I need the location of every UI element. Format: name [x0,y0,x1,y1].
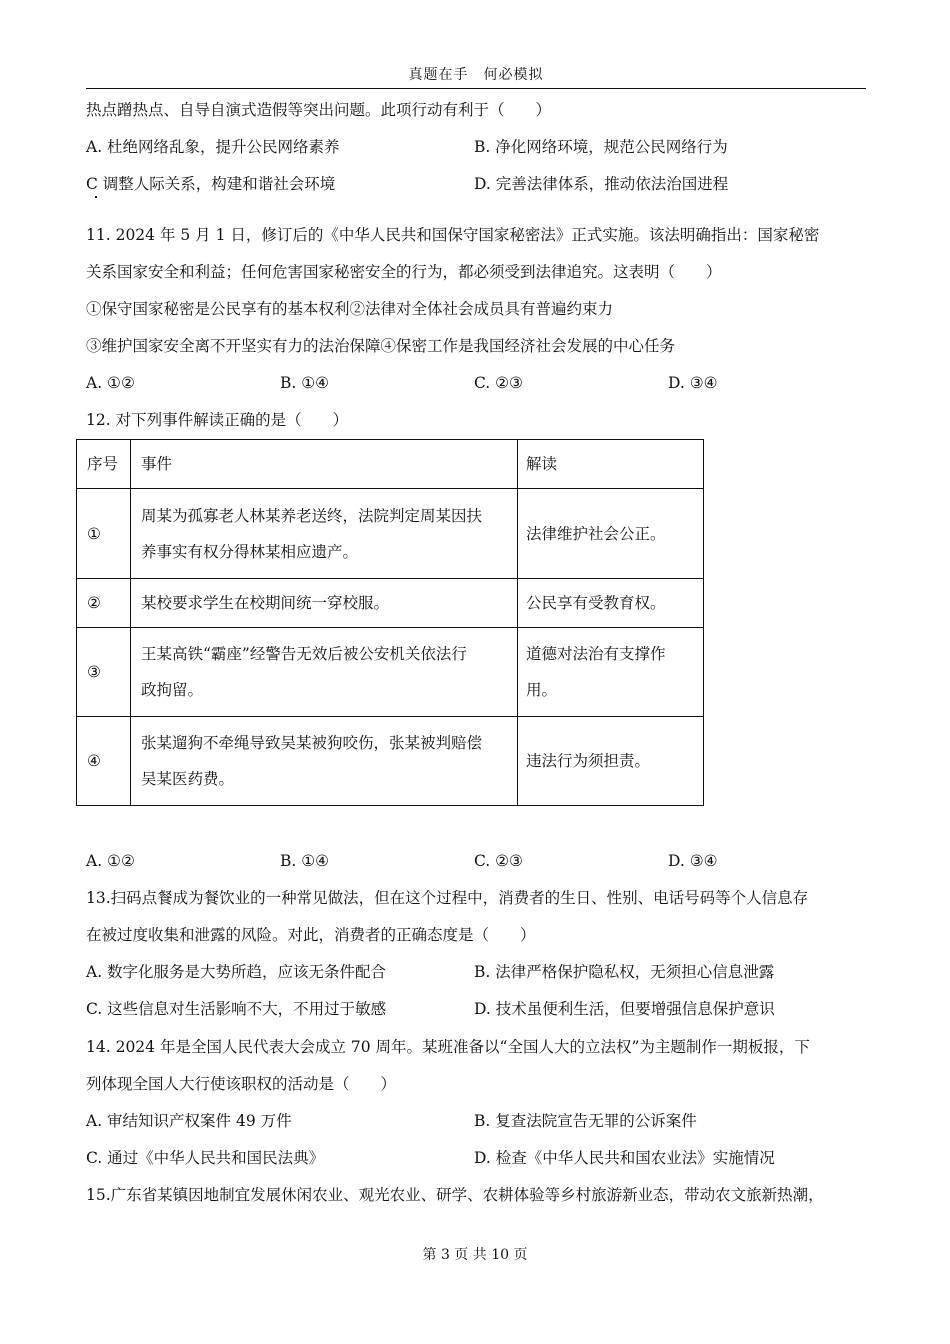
events-table [76,439,704,806]
q14-stem-line1: 14. 2024 年是全国人民代表大会成立 70 周年。某班准备以“全国人大的立法权”为主题制作一期板报，下 [86,1038,810,1056]
page-header: 真题在手 何必模拟 [408,67,544,83]
table-header-row [77,440,704,489]
q11-option-c: C. ②③ [474,374,523,392]
header-cell-number: 序号 [77,440,131,489]
row-event [131,717,518,806]
q11-statements-1: ①保守国家秘密是公民享有的基本权利②法律对全体社会成员具有普遍约束力 [86,300,614,318]
q10-option-c: C 调整人际关系，构建和谐社会环境 [86,175,336,193]
q13-stem-line2: 在被过度收集和泄露的风险。对此，消费者的正确态度是（ ） [86,926,536,944]
q10-stem-tail: 热点蹭热点、自导自演式造假等突出问题。此项行动有利于（ ） [86,101,552,119]
q12-option-d: D. ③④ [668,852,718,870]
q12-option-a: A. ①② [86,852,135,870]
row-number: ③ [77,628,131,717]
q14-option-d: D. 检查《中华人民共和国农业法》实施情况 [474,1149,775,1167]
q13-stem-line1: 13.扫码点餐成为餐饮业的一种常见做法，但在这个过程中，消费者的生日、性别、电话号码等个人信息存 [86,889,809,907]
row-event-line: 吴某医药费。 [141,770,235,788]
row-reading: 道德对法治有支撑作用。 [518,628,704,717]
q11-stem-line2: 关系国家安全和利益；任何危害国家秘密安全的行为，都必须受到法律追究。这表明（ ） [86,263,722,281]
row-event [131,628,518,717]
header-cell-event: 事件 [131,440,518,489]
row-event [131,489,518,579]
page-footer: 第 3 页 共 10 页 [422,1247,528,1263]
row-event-line: 王某高铁“霸座”经警告无效后被公安机关依法行 [141,645,467,663]
row-event-line: 某校要求学生在校期间统一穿校服。 [141,594,390,612]
table-row [77,628,704,717]
q11-statements-2: ③维护国家安全离不开坚实有力的法治保障④保密工作是我国经济社会发展的中心任务 [86,337,676,355]
row-event-line: 周某为孤寡老人林某养老送终，法院判定周某因扶 [141,506,483,525]
q15-stem-line1: 15.广东省某镇因地制宜发展休闲农业、观光农业、研学、农耕体验等乡村旅游新业态，带动农文旅新热潮， [86,1186,824,1204]
table-row [77,717,704,806]
header-rule [86,88,866,89]
q14-option-c: C. 通过《中华人民共和国民法典》 [86,1149,325,1167]
row-reading: 违法行为须担责。 [518,717,704,806]
q13-option-d: D. 技术虽便利生活，但要增强信息保护意识 [474,1000,775,1018]
q13-option-a: A. 数字化服务是大势所趋，应该无条件配合 [86,963,387,981]
q11-option-b: B. ①④ [280,374,330,392]
table-row [77,489,704,579]
row-number: ② [77,579,131,628]
row-event-line: 养事实有权分得林某相应遗产。 [141,542,359,561]
row-event-line: 张某遛狗不牵绳导致吴某被狗咬伤，张某被判赔偿 [141,734,483,752]
table-row [77,579,704,628]
q14-option-b: B. 复查法院宣告无罪的公诉案件 [474,1112,697,1130]
row-number: ① [77,489,131,579]
row-reading: 法律维护社会公正。 [518,489,704,579]
q11-option-a: A. ①② [86,374,135,392]
q12-stem: 12. 对下列事件解读正确的是（ ） [86,411,349,429]
q10-option-b: B. 净化网络环境，规范公民网络行为 [474,138,728,156]
row-number: ④ [77,717,131,806]
row-event-line: 政拘留。 [141,681,204,699]
row-event [131,579,518,628]
q14-option-a: A. 审结知识产权案件 49 万件 [86,1112,292,1130]
header-cell-reading: 解读 [518,440,704,489]
q10-option-d: D. 完善法律体系，推动依法治国进程 [474,175,729,193]
q11-stem-line1: 11. 2024 年 5 月 1 日，修订后的《中华人民共和国保守国家秘密法》正式实施。该法明确指出：国家秘密 [86,226,820,244]
row-reading: 公民享有受教育权。 [518,579,704,628]
stray-dot [95,196,97,198]
q10-option-a: A. 杜绝网络乱象，提升公民网络素养 [86,138,340,156]
q14-stem-line2: 列体现全国人大行使该职权的活动是（ ） [86,1075,397,1093]
q12-option-c: C. ②③ [474,852,523,870]
q11-option-d: D. ③④ [668,374,718,392]
q13-option-b: B. 法律严格保护隐私权，无须担心信息泄露 [474,963,775,981]
q13-option-c: C. 这些信息对生活影响不大，不用过于敏感 [86,1000,387,1018]
q12-option-b: B. ①④ [280,852,330,870]
